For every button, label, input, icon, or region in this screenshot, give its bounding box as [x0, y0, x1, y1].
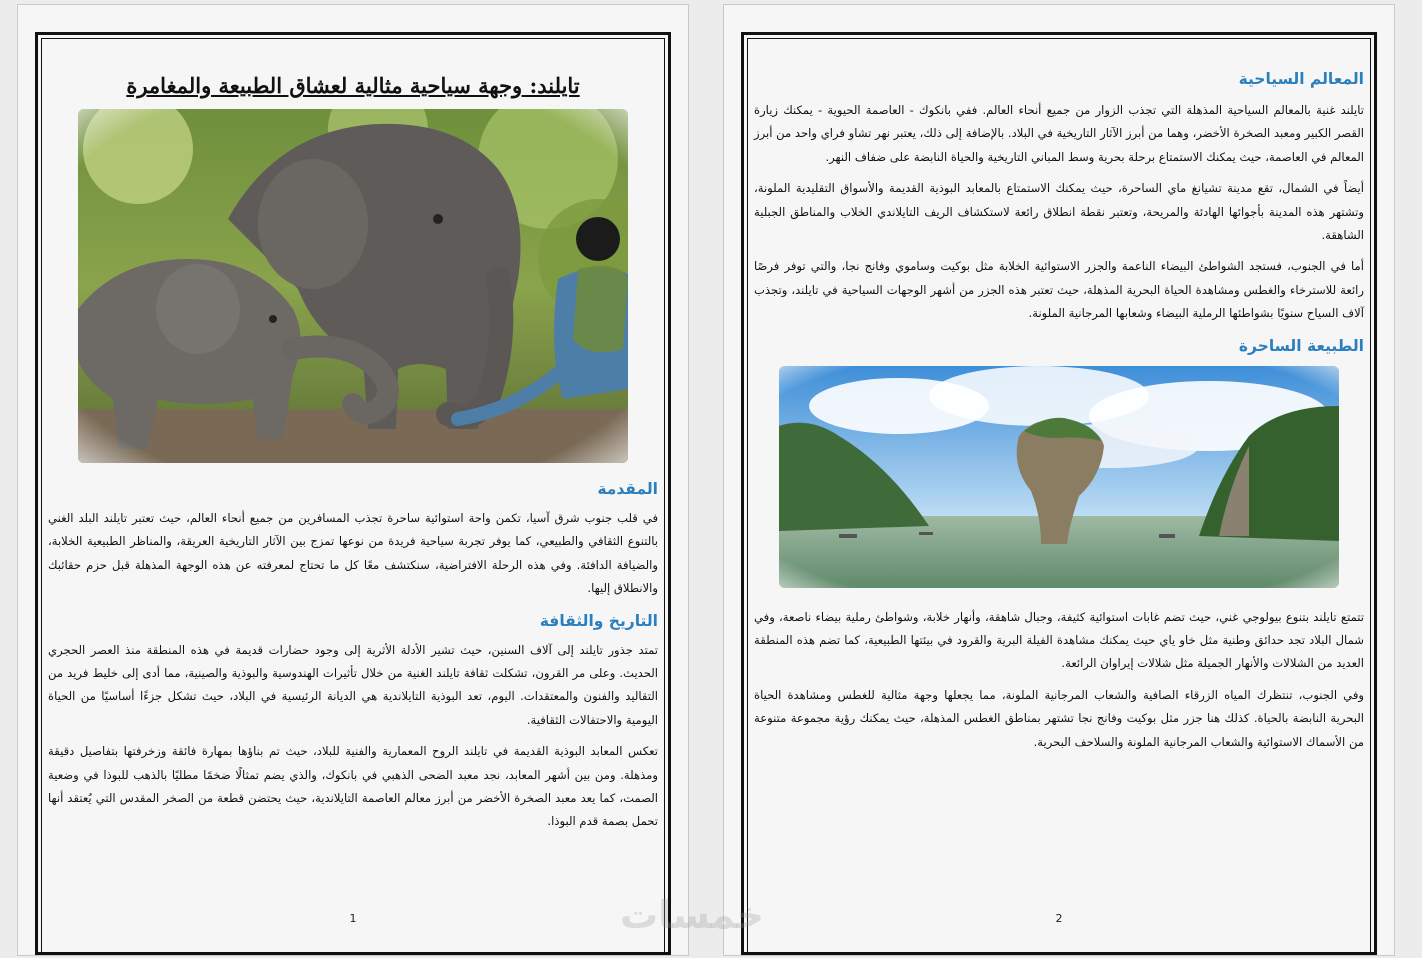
- section-heading-history-culture: التاريخ والثقافة: [539, 611, 658, 630]
- page-number: 2: [1055, 912, 1063, 925]
- section-heading-nature: الطبيعة الساحرة: [1238, 336, 1364, 355]
- page-number: 1: [349, 912, 357, 925]
- document-page-1: [17, 4, 689, 956]
- paragraph: أيضاً في الشمال، تقع مدينة تشيانغ ماي الساحرة، حيث يمكنك الاستمتاع بالمعابد البوذية القديمة والأسواق التقليدية الملونة، وتشتهر هذه المدينة بأجوائها الهادئة والمريحة، وتعتبر نقطة انطلاق رائعة لاستكشاف الريف التايلاندي الخلاب والمناطق الجبلية الشاهقة.: [754, 181, 1364, 243]
- limestone-island-photo: [779, 366, 1339, 588]
- watermark-logo: خمسات: [620, 893, 764, 937]
- elephants-photo: [78, 109, 628, 463]
- paragraph: وفي الجنوب، تنتظرك المياه الزرقاء الصافية والشعاب المرجانية الملونة، مما يجعلها وجهة مثالية للغطس ومشاهدة الحياة البحرية النابضة بالحياة. كذلك هنا جزر مثل بوكيت وفانج نجا تشتهر بمناطق الغطس المذهلة، حيث يمكنك رؤية مجموعة متنوعة من الأسماك الاستوائية والشعاب المرجانية الملونة والسلاحف البحرية.: [754, 687, 1364, 749]
- document-title: تايلند: وجهة سياحية مثالية لعشاق الطبيعة والمغامرة: [126, 73, 580, 98]
- limestone-island-photo-icon: [779, 366, 1339, 588]
- section-heading-introduction: المقدمة: [597, 480, 658, 498]
- page-1-content: [48, 69, 658, 842]
- paragraph: تايلند غنية بالمعالم السياحية المذهلة التي تجذب الزوار من جميع أنحاء العالم. ففي بانكوك - العاصمة الحيوية - يمكنك زيارة القصر الكبير ومعبد الصخرة الأخضر، وهما من أبرز الآثار التاريخية في البلاد. بالإضافة إلى ذلك، يعتبر نهر تشاو فراي واحد من أبرز المعالم في العاصمة، حيث يمكنك الاستمتاع برحلة بحرية وسط المباني التاريخية والحياة النابضة على ضفاف النهر.: [754, 103, 1364, 164]
- page-2-content: [754, 67, 1364, 762]
- paragraph: تعكس المعابد البوذية القديمة في تايلند الروح المعمارية والفنية للبلاد، حيث تم بناؤها بمهارة فائقة وزخرفتها بتفاصيل دقيقة ومذهلة. ومن بين أشهر المعابد، نجد معبد الضحى الذهبي في بانكوك، والذي يضم تمثالًا ضخمًا مطليًا بالذهب للبوذا في وضعية الصمت، كما يعد معبد الصخرة الأخضر من أبرز معالم العاصمة التايلاندية، حيث يحتضن قطعة من الصخر المقدس التي يُعتقد أنها تحمل بصمة قدم البوذا.: [48, 744, 658, 829]
- section-heading-attractions: المعالم السياحية: [1238, 70, 1364, 88]
- paragraph: تتمتع تايلند بتنوع بيولوجي غني، حيث تضم غابات استوائية كثيفة، وجبال شاهقة، وأنهار خلابة، وشواطئ رملية بيضاء ناصعة، وفي شمال البلاد تجد حدائق وطنية مثل خاو ياي حيث يمكنك مشاهدة الفيلة البرية والقرود في بيئتها الطبيعية، كما تضم هذه المنطقة العديد من الشلالات والأنهار الجميلة مثل شلالات إيراوان الرائعة.: [754, 609, 1364, 671]
- paragraph: أما في الجنوب، فستجد الشواطئ البيضاء الناعمة والجزر الاستوائية الخلابة مثل بوكيت وساموي وفانج نجا، والتي توفر فرصًا رائعة للاسترخاء والغطس ومشاهدة الحياة البحرية المذهلة، حيث تعتبر هذه الجزر من أشهر الوجهات السياحية في تايلند، وتجذب آلاف السياح سنويًا بشواطئها الرملية البيضاء وشعابها المرجانية الملونة.: [754, 259, 1364, 321]
- paragraph: تمتد جذور تايلند إلى آلاف السنين، حيث تشير الأدلة الأثرية إلى وجود حضارات قديمة في هذه المنطقة منذ العصر الحجري الحديث. وعلى مر القرون، تشكلت ثقافة تايلند الغنية من خلال تأثيرات الهندوسية والبوذية والصينية، مما أدى إلى خليط فريد من التقاليد والفنون والمعتقدات. اليوم، تعد البوذية التايلاندية هي الديانة الرئيسية في البلاد، حيث تشكل جزءًا أساسيًا من الحياة اليومية والاحتفالات الثقافية.: [48, 642, 658, 727]
- document-page-2: [723, 4, 1395, 956]
- paragraph: في قلب جنوب شرق آسيا، تكمن واحة استوائية ساحرة تجذب المسافرين من جميع أنحاء العالم، حيث تعتبر تايلند البلد الغني بالتنوع الثقافي والطبيعي، كما يوفر تجربة سياحية فريدة من نوعها تمزج بين الآثار التاريخية العريقة، والمناظر الطبيعية الخلابة، والضيافة الدافئة. وفي هذه الرحلة الافتراضية، سنكتشف معًا كل ما تحتاج لمعرفته عن هذه الوجهة المذهلة قبل حزم حقائبك والانطلاق إليها.: [48, 511, 658, 596]
- elephants-photo-icon: [78, 109, 628, 463]
